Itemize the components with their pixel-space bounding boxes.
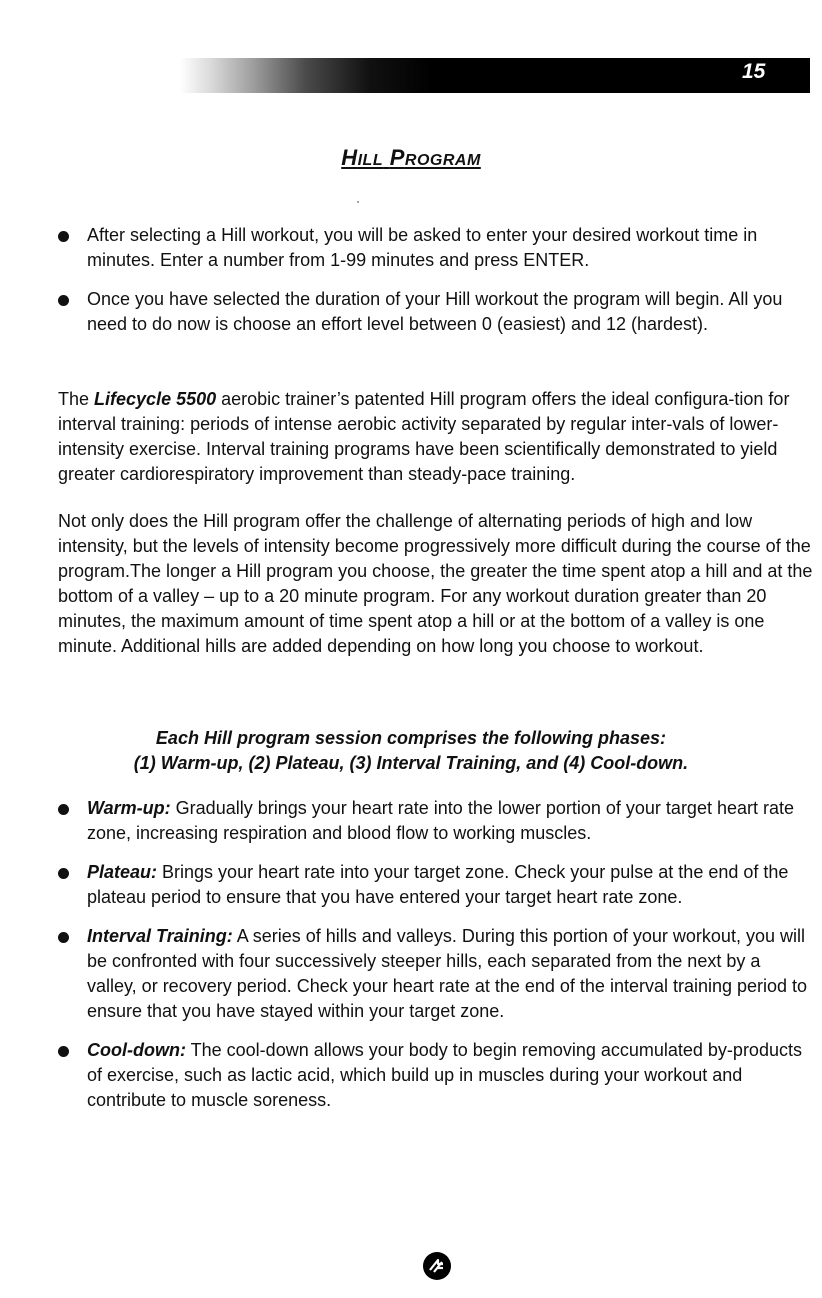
phase-term: Plateau: [87, 862, 158, 882]
intro-bullet-list [58, 223, 814, 351]
paragraph-intensity: Not only does the Hill program offer the challenge of alternating periods of high and low intensity, but the levels of intensity become progressively more difficult during the course of the program.The longer a Hill program you choose, the greater the time spent atop a hill and at the bottom of a valley – up to a 20 minute program. For any workout duration greater than 20 minutes, the maximum amount of time spent atop a hill or at the bottom of a valley is one minute. Additional hills are added depending on how long you choose to workout. [58, 511, 813, 656]
list-item [58, 924, 814, 1024]
bullet-icon [58, 1046, 69, 1057]
title-initial-2: P [389, 145, 405, 170]
lifefitness-logo-icon [423, 1252, 451, 1280]
bullet-text: After selecting a Hill workout, you will be asked to enter your desired workout time in minutes. Enter a number from 1-99 minutes and press ENTER. [87, 225, 758, 270]
phase-term: Cool-down: [87, 1040, 186, 1060]
list-item [58, 796, 814, 846]
bullet-text: Once you have selected the duration of your Hill workout the program will begin. All you need to do now is choose an effort level between 0 (easiest) and 12 (hardest). [87, 289, 783, 334]
list-item [58, 1038, 814, 1113]
bullet-icon [58, 295, 69, 306]
phase-term: Warm-up: [87, 798, 171, 818]
phase-text: A series of hills and valleys. During this portion of your workout, you will be confronted with four successively steeper hills, each separated from the next by a valley, or recovery period. Check your heart rate at the end of the interval training period to ensure that you have stayed within your target zone. [87, 926, 808, 1021]
paragraph-text: aerobic trainer’s patented Hill program offers the ideal configura-tion for interval training: periods of intense aerobic activity separated by regular inter-vals of lower-intensity exercise. Interval training programs have been scientifically demonstrated to yield greater cardiorespiratory improvement than steady-pace training. [58, 389, 790, 484]
bullet-icon [58, 868, 69, 879]
scan-speck [357, 201, 359, 203]
title-rest-1: ILL [357, 152, 384, 169]
bullet-icon [58, 804, 69, 815]
bullet-icon [58, 231, 69, 242]
header-bar [180, 58, 810, 93]
paragraph-lifecycle [58, 387, 816, 487]
list-item [58, 860, 814, 910]
title-initial-1: H [341, 145, 358, 170]
phase-text: The cool-down allows your body to begin removing accumulated by-products of exercise, such as lactic acid, which build up in muscles during your workout and contribute to muscle soreness. [87, 1040, 802, 1110]
title-rest-2: ROGRAM [404, 152, 481, 169]
phase-term: Interval Training: [87, 926, 233, 946]
page-number: 15 [742, 60, 766, 83]
phases-heading-line-1: Each Hill program session comprises the following phases: [155, 728, 667, 748]
list-item [58, 223, 814, 273]
phase-text: Gradually brings your heart rate into the lower portion of your target heart rate zone, increasing respiration and blood flow to working muscles. [87, 798, 795, 843]
phases-heading [0, 726, 822, 776]
bullet-icon [58, 932, 69, 943]
page-title [0, 145, 822, 171]
phases-bullet-list [58, 796, 814, 1127]
paragraph-prefix: The [58, 389, 95, 409]
list-item [58, 287, 814, 337]
phase-text: Brings your heart rate into your target zone. Check your pulse at the end of the plateau period to ensure that you have entered your target heart rate zone. [87, 862, 789, 907]
phases-heading-line-2: (1) Warm-up, (2) Plateau, (3) Interval Training, and (4) Cool-down. [133, 753, 689, 773]
product-name: Lifecycle 5500 [94, 389, 217, 409]
